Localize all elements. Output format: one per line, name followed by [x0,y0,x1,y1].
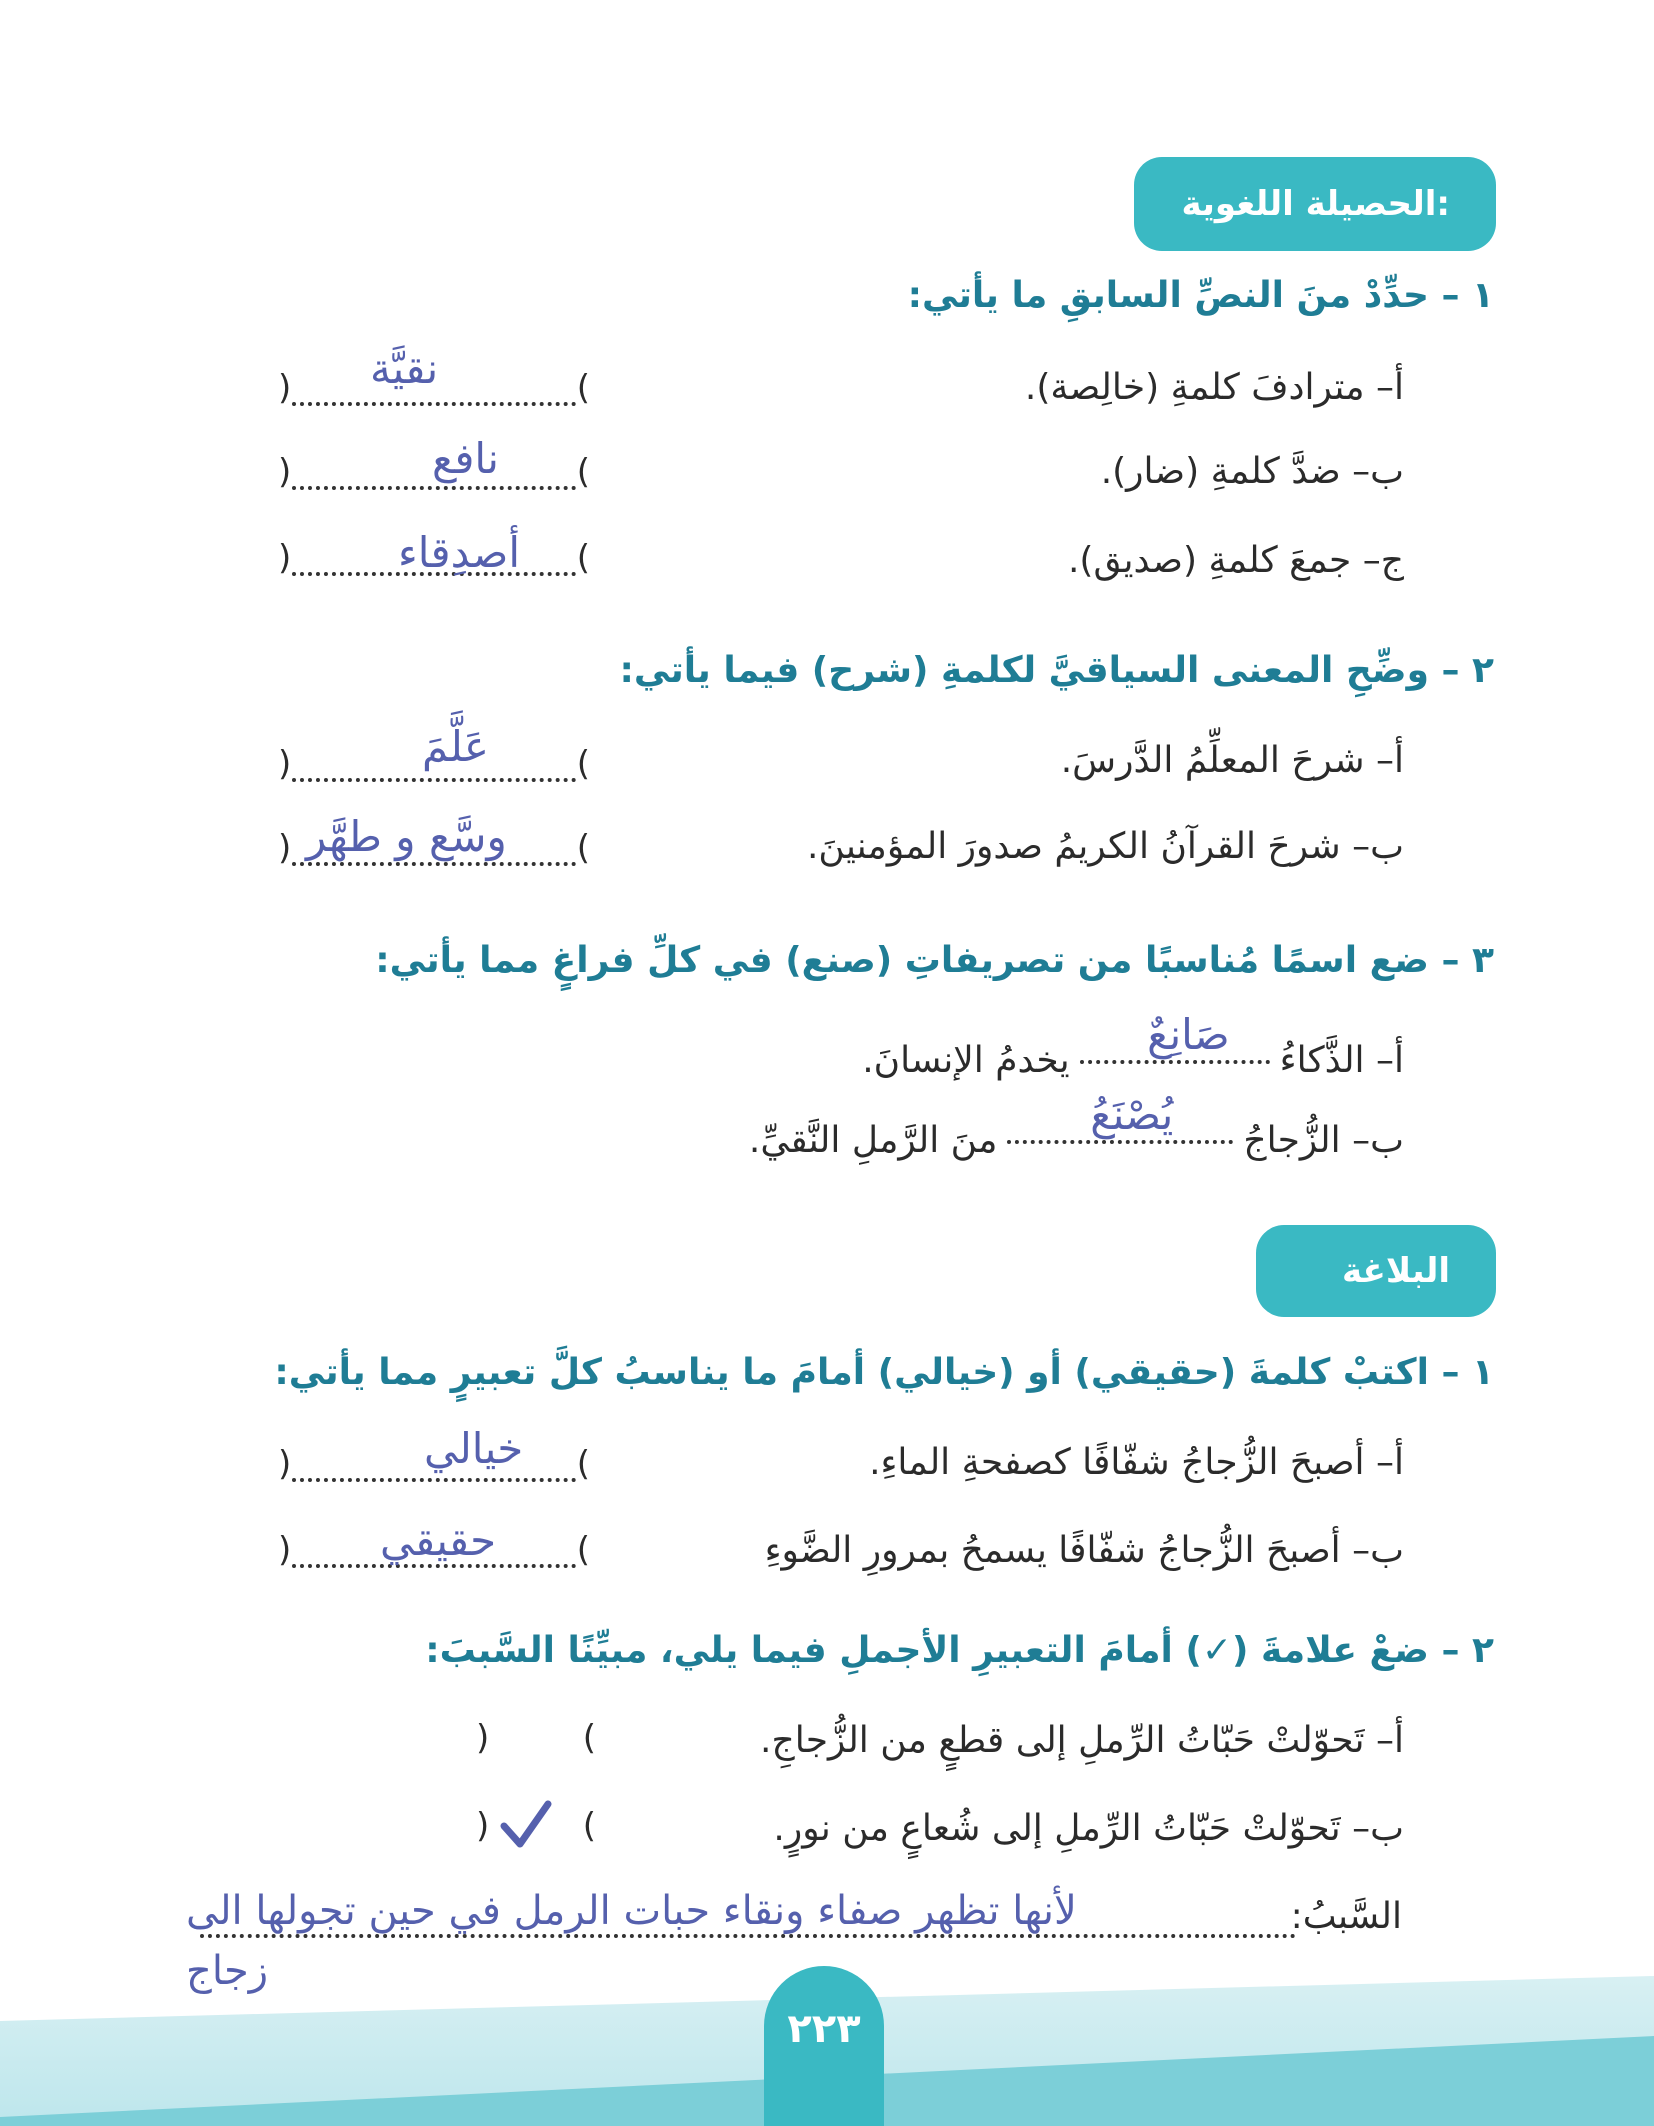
rhetoric-question-1-prompt: ١ – اكتبْ كلمةَ (حقيقي) أو (خيالي) أمامَ ما يناسبُ كلَّ تعبيرٍ مما يأتي: [274,1352,1494,1393]
q1-answer-b[interactable]: ( ) [278,452,590,492]
rq1-item-b: ب– أصبحَ الزُّجاجُ شفّافًا يسمحُ بمرورِ الضَّوءِ [764,1530,1404,1571]
q1-answer-a-handwriting: نقيَّة [370,344,439,393]
reason-dotted-line [200,1934,1296,1938]
rq2-item-b: ب– تَحوّلتْ حَبّاتُ الرِّملِ إلى شُعاعٍ من نورٍ. [773,1808,1404,1849]
answer-dotted-line [292,402,576,406]
q2-answer-a-handwriting: عَلَّمَ [422,722,489,771]
q1-item-b: ب– ضدَّ كلمةِ (ضار). [1100,451,1404,492]
rq1-item-a: أ– أصبحَ الزُّجاجُ شفّافًا كصفحةِ الماءِ. [869,1442,1404,1483]
answer-dotted-line [1007,1140,1233,1144]
q3-item-a-after: يخدمُ الإنسانَ. [862,1040,1070,1081]
reason-answer-line1: لأنها تظهر صفاء ونقاء حبات الرمل في حين تجولها الى [186,1888,1077,1934]
q3-item-b-before: ب– الزُّجاجُ [1243,1120,1404,1161]
q3-item-b-after: منَ الرَّملِ النَّقيِّ. [748,1120,998,1161]
q3-item-a-before: أ– الذَّكاءُ [1279,1040,1404,1081]
q2-answer-b-handwriting: وسَّع و طهَّر [306,812,507,861]
section-header-vocab-label: الحصيلة اللغوية: [1181,184,1450,224]
question-3-prompt: ٣ – ضع اسمًا مُناسبًا من تصريفاتِ (صنع) في كلِّ فراغٍ مما يأتي: [375,940,1494,981]
rhetoric-question-2-prompt: ٢ – ضعْ علامةَ (✓) أمامَ التعبيرِ الأجملِ فيما يلي، مبيِّنًا السَّببَ: [425,1630,1494,1671]
q3-answer-a[interactable] [1080,1010,1270,1072]
section-header-vocab [1134,157,1496,251]
question-1-prompt: ١ – حدِّدْ منَ النصِّ السابقِ ما يأتي: [907,275,1494,316]
rq1-answer-a-handwriting: خيالي [424,1424,524,1473]
answer-dotted-line [292,778,576,782]
q3-answer-b[interactable] [1007,1090,1233,1152]
checkmark-icon [498,1800,554,1850]
question-2-prompt: ٢ – وضِّحِ المعنى السياقيَّ لكلمةِ (شرح) فيما يأتي: [619,650,1494,691]
q1-answer-c-handwriting: أصدِقاء [398,528,521,577]
section-header-rhetoric [1256,1225,1496,1317]
rq2-check-a[interactable]: ( ) [476,1718,596,1758]
reason-label: السَّببُ: [1290,1896,1402,1937]
q1-answer-c[interactable]: ( ) [278,538,590,578]
q1-answer-b-handwriting: نافع [432,434,499,483]
q3-item-a [862,1010,1404,1081]
answer-dotted-line [292,486,576,490]
rq1-answer-b[interactable]: ( ) [278,1530,590,1570]
rq2-check-b[interactable]: ( ) [476,1806,596,1856]
q3-answer-a-handwriting: صَانِعٌ [1147,1010,1230,1059]
q2-answer-a[interactable]: ( ) [278,744,590,784]
rq1-answer-a[interactable]: ( ) [278,1444,590,1484]
q1-item-c: ج– جمعَ كلمةِ (صديق). [1067,540,1404,581]
page-number-tab [764,1966,884,2126]
page-number: ٢٢٣ [787,2006,861,2052]
q2-answer-b[interactable]: ( ) [278,828,590,868]
q2-item-a: أ– شرحَ المعلِّمُ الدَّرسَ. [1060,740,1404,781]
q1-item-a: أ– مترادفَ كلمةِ (خالِصة). [1024,367,1404,408]
answer-dotted-line [292,862,576,866]
section-header-rhetoric-label: البلاغة [1342,1251,1450,1291]
q2-item-b: ب– شرحَ القرآنُ الكريمُ صدورَ المؤمنينَ. [806,826,1404,867]
rq1-answer-b-handwriting: حقيقي [380,1516,497,1565]
rq2-item-a: أ– تَحوّلتْ حَبّاتُ الرِّملِ إلى قطعٍ من الزُّجاجِ. [760,1720,1404,1761]
reason-answer-line2: زجاج [186,1948,269,1994]
q3-item-b [748,1090,1404,1161]
q1-answer-a[interactable]: ( ) [278,368,590,408]
q3-answer-b-handwriting: يُصْنَعُ [1090,1090,1174,1139]
answer-dotted-line [292,1478,576,1482]
answer-dotted-line [1080,1060,1270,1064]
